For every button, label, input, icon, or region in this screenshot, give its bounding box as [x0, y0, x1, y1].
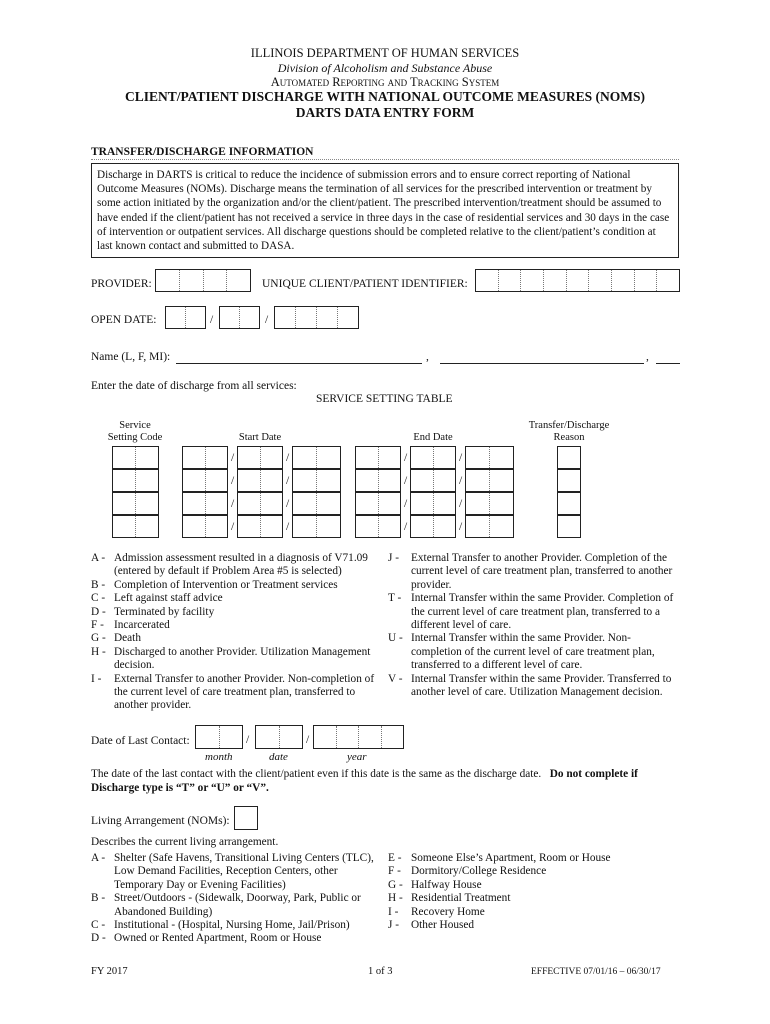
- end-date-day[interactable]: [410, 469, 456, 492]
- item-text: Internal Transfer within the same Provider. Completion of the current level of care treatment plan, transferred to a different level of care.: [411, 592, 674, 632]
- start-date-day[interactable]: [237, 446, 283, 469]
- setting-code-field[interactable]: [112, 446, 159, 469]
- col-reason-header: Transfer/Discharge Reason: [528, 420, 610, 443]
- item-code: B -: [91, 578, 106, 591]
- date-caption: date: [269, 751, 288, 763]
- form-title: CLIENT/PATIENT DISCHARGE WITH NATIONAL OUTCOME MEASURES (NOMS): [124, 89, 646, 104]
- list-item: [91, 632, 381, 645]
- uid-label: UNIQUE CLIENT/PATIENT IDENTIFIER:: [262, 278, 468, 290]
- list-item: [91, 552, 381, 579]
- item-text: Recovery Home: [411, 905, 485, 918]
- uid-field[interactable]: [475, 269, 680, 292]
- item-text: Someone Else’s Apartment, Room or House: [411, 852, 611, 864]
- date-slash: /: [459, 452, 463, 464]
- end-date-year[interactable]: [465, 492, 514, 515]
- item-code: F -: [388, 865, 401, 878]
- item-code: B -: [91, 892, 106, 905]
- discharge-reason-field[interactable]: [557, 446, 581, 469]
- date-slash: /: [286, 521, 290, 533]
- start-date-month[interactable]: [182, 446, 228, 469]
- discharge-reason-field[interactable]: [557, 469, 581, 492]
- start-date-month[interactable]: [182, 469, 228, 492]
- list-item: [388, 673, 680, 700]
- first-name-field[interactable]: [440, 363, 644, 364]
- date-slash: /: [231, 498, 235, 510]
- list-item: [388, 552, 680, 592]
- item-text: Admission assessment resulted in a diagnosis of V71.09 (entered by default if Problem Area #5 is selected): [114, 552, 368, 578]
- list-item: [388, 865, 680, 878]
- footer-effective: EFFECTIVE 07/01/16 – 06/30/17: [531, 967, 661, 977]
- list-item: [91, 892, 383, 919]
- item-code: C -: [91, 592, 106, 605]
- item-code: G -: [388, 878, 403, 891]
- last-contact-slash-2: /: [306, 734, 310, 746]
- item-text: Owned or Rented Apartment, Room or House: [114, 932, 322, 945]
- item-code: F -: [91, 619, 104, 632]
- date-slash: /: [459, 475, 463, 487]
- end-date-month[interactable]: [355, 492, 401, 515]
- date-slash: /: [404, 498, 408, 510]
- item-code: J -: [388, 919, 399, 932]
- year-caption: year: [347, 751, 367, 763]
- date-slash: /: [404, 452, 408, 464]
- item-text: Incarcerated: [114, 619, 170, 632]
- item-text: Street/Outdoors - (Sidewalk, Doorway, Park, Public or Abandoned Building): [114, 892, 361, 918]
- name-comma-2: ,: [646, 351, 649, 363]
- discharge-date-intro: Enter the date of discharge from all services:: [91, 380, 297, 392]
- month-caption: month: [205, 751, 233, 763]
- start-date-year[interactable]: [292, 492, 341, 515]
- start-date-day[interactable]: [237, 492, 283, 515]
- date-slash: /: [459, 498, 463, 510]
- middle-initial-field[interactable]: [656, 363, 680, 364]
- date-slash: /: [286, 475, 290, 487]
- date-slash: /: [286, 452, 290, 464]
- end-date-day[interactable]: [410, 446, 456, 469]
- end-date-day[interactable]: [410, 492, 456, 515]
- list-item: [91, 673, 381, 713]
- last-contact-slash-1: /: [246, 734, 250, 746]
- item-code: E -: [388, 852, 402, 864]
- date-slash: /: [231, 475, 235, 487]
- list-item: [388, 892, 680, 905]
- end-date-month[interactable]: [355, 446, 401, 469]
- list-item: [388, 919, 680, 932]
- living-arrangement-desc: Describes the current living arrangement.: [91, 836, 279, 848]
- open-date-slash-1: /: [210, 314, 214, 326]
- item-text: Shelter (Safe Havens, Transitional Living Centers (TLC), Low Demand Facilities, Reception Centers, other Temporary Day or Evening Facilities): [114, 852, 374, 891]
- section-heading: TRANSFER/DISCHARGE INFORMATION: [91, 146, 314, 158]
- setting-code-field[interactable]: [112, 469, 159, 492]
- agency-name: ILLINOIS DEPARTMENT OF HUMAN SERVICES: [250, 46, 520, 60]
- list-item: [388, 592, 680, 632]
- end-date-month[interactable]: [355, 469, 401, 492]
- footer-fy: FY 2017: [91, 966, 128, 977]
- item-text: Internal Transfer within the same Provider. Non-completion of the current level of care treatment plan, transferred to a different level of care.: [411, 632, 655, 672]
- item-text: Completion of Intervention or Treatment services: [114, 578, 338, 591]
- item-code: A -: [91, 852, 106, 864]
- living-options-right: [388, 852, 680, 932]
- col-start-date-header: Start Date: [238, 432, 282, 443]
- last-contact-note: The date of the last contact with the client/patient even if this date is the same as the discharge date. Do not complete if Discharge type is “T” or “U” or “V”.: [91, 768, 638, 794]
- date-slash: /: [404, 521, 408, 533]
- col-setting-code-header: Service Setting Code: [107, 420, 163, 443]
- start-date-year[interactable]: [292, 469, 341, 492]
- section-divider: [91, 159, 679, 160]
- last-name-field[interactable]: [176, 363, 422, 364]
- setting-code-field[interactable]: [112, 492, 159, 515]
- list-item: [91, 852, 383, 892]
- date-slash: /: [459, 521, 463, 533]
- col-end-date-header: End Date: [413, 432, 453, 443]
- date-slash: /: [404, 475, 408, 487]
- item-text: Discharged to another Provider. Utilization Management decision.: [114, 645, 371, 672]
- date-slash: /: [231, 452, 235, 464]
- list-item: [91, 619, 381, 632]
- item-text: Left against staff advice: [114, 592, 223, 605]
- item-text: External Transfer to another Provider. Non-completion of the current level of care treatment plan, transferred to another provider.: [114, 672, 375, 712]
- end-date-month[interactable]: [355, 515, 401, 538]
- item-code: H -: [91, 645, 106, 658]
- discharge-reason-field[interactable]: [557, 492, 581, 515]
- item-text: Death: [114, 632, 141, 645]
- date-slash: /: [286, 498, 290, 510]
- item-code: G -: [91, 632, 106, 645]
- start-date-day[interactable]: [237, 469, 283, 492]
- list-item: [388, 906, 680, 919]
- open-date-label: OPEN DATE:: [91, 314, 157, 326]
- item-code: U -: [388, 632, 403, 645]
- provider-label: PROVIDER:: [91, 278, 152, 290]
- list-item: [388, 852, 680, 865]
- list-item: [91, 919, 383, 932]
- discharge-notice: Discharge in DARTS is critical to reduce the incidence of submission errors and to ensure correct reporting of National Outcome Measures (NOMs). Discharge means the termination of all services for the prescribed intervention or treatment by some action initiated by the organization and/or the client/patient. The prescribed intervention/treatment should be assumed to have ended if the client/patient has not received a service in three days in the case of residential services and 30 days in the case of intervention or outpatient services. All discharge questions should be completed relative to the client/patient’s condition at last known contact and submitted to DASA.: [91, 163, 679, 258]
- item-code: T -: [388, 592, 402, 605]
- open-date-day[interactable]: [219, 306, 260, 329]
- item-code: A -: [91, 552, 106, 564]
- provider-field[interactable]: [155, 269, 251, 292]
- start-date-day[interactable]: [237, 515, 283, 538]
- last-contact-label: Date of Last Contact:: [91, 735, 190, 747]
- division-name: Division of Alcoholism and Substance Abuse: [277, 61, 493, 75]
- last-contact-month[interactable]: [195, 725, 243, 749]
- item-code: H -: [388, 892, 403, 905]
- start-date-year[interactable]: [292, 515, 341, 538]
- item-code: C -: [91, 919, 106, 932]
- service-table-title: SERVICE SETTING TABLE: [316, 393, 453, 405]
- item-code: I -: [388, 905, 399, 918]
- list-item: [91, 592, 381, 605]
- living-arrangement-label: Living Arrangement (NOMs):: [91, 815, 230, 827]
- name-comma-1: ,: [426, 351, 429, 363]
- item-code: V -: [388, 672, 403, 685]
- list-item: [388, 879, 680, 892]
- footer-page: 1 of 3: [368, 966, 393, 977]
- item-code: I -: [91, 672, 102, 685]
- open-date-month[interactable]: [165, 306, 206, 329]
- start-date-month[interactable]: [182, 492, 228, 515]
- living-arrangement-field[interactable]: [234, 806, 258, 830]
- open-date-year[interactable]: [274, 306, 359, 329]
- last-contact-day[interactable]: [255, 725, 303, 749]
- list-item: [91, 932, 383, 945]
- item-code: D -: [91, 605, 106, 618]
- last-contact-year[interactable]: [313, 725, 404, 749]
- living-options-left: [91, 852, 383, 946]
- end-date-year[interactable]: [465, 469, 514, 492]
- item-text: Institutional - (Hospital, Nursing Home, Jail/Prison): [114, 919, 350, 932]
- item-code: D -: [91, 932, 106, 945]
- item-text: Internal Transfer within the same Provider. Transferred to another level of care. Utilization Management decision.: [411, 672, 672, 699]
- system-name: Automated Reporting and Tracking System: [270, 75, 500, 89]
- list-item: [388, 632, 680, 672]
- name-label: Name (L, F, MI):: [91, 351, 171, 363]
- list-item: [91, 579, 381, 592]
- end-date-year[interactable]: [465, 515, 514, 538]
- item-text: Residential Treatment: [411, 892, 511, 905]
- item-text: External Transfer to another Provider. Completion of the current level of care treatment plan, transferred to another provider.: [411, 552, 673, 591]
- start-date-year[interactable]: [292, 446, 341, 469]
- date-slash: /: [231, 521, 235, 533]
- item-text: Halfway House: [411, 878, 482, 891]
- item-text: Other Housed: [411, 919, 475, 932]
- reasons-left-list: [91, 552, 381, 713]
- item-text: Terminated by facility: [114, 605, 215, 618]
- list-item: [91, 646, 381, 673]
- discharge-reason-field[interactable]: [557, 515, 581, 538]
- start-date-month[interactable]: [182, 515, 228, 538]
- end-date-year[interactable]: [465, 446, 514, 469]
- setting-code-field[interactable]: [112, 515, 159, 538]
- list-item: [91, 606, 381, 619]
- end-date-day[interactable]: [410, 515, 456, 538]
- item-code: J -: [388, 552, 399, 564]
- reasons-right-list: [388, 552, 680, 699]
- open-date-slash-2: /: [265, 314, 269, 326]
- form-subtitle: DARTS DATA ENTRY FORM: [295, 105, 475, 120]
- item-text: Dormitory/College Residence: [411, 865, 547, 878]
